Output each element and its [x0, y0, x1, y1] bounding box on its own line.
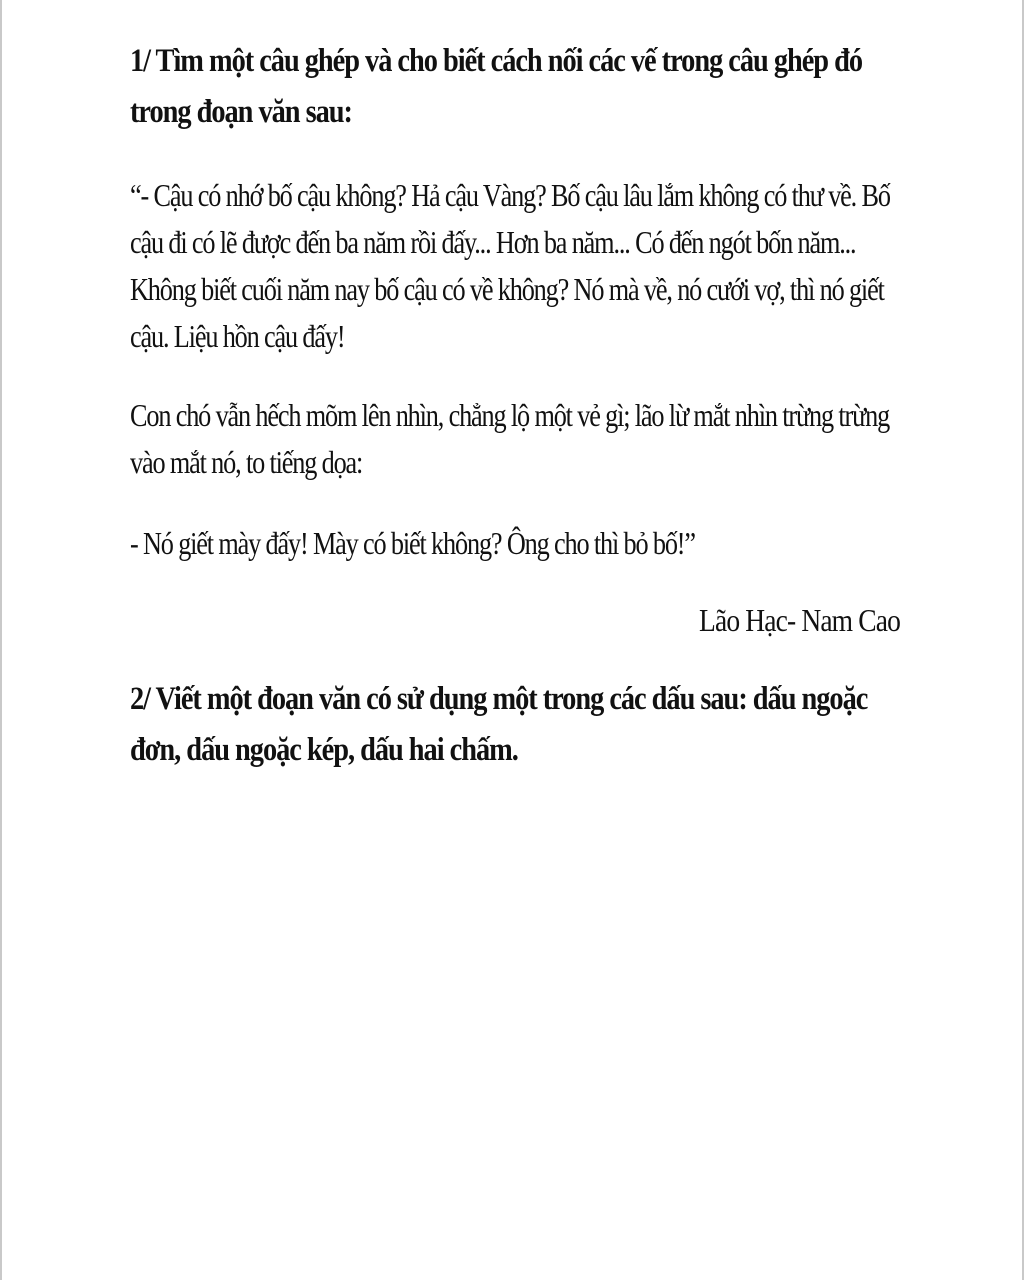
- question-2: 2/ Viết một đoạn văn có sử dụng một trong các dấu sau: dấu ngoặc đơn, dấu ngoặc kép, dấu hai chấm.: [130, 681, 868, 768]
- passage-paragraph-2: Con chó vẫn hếch mõm lên nhìn, chẳng lộ một vẻ gì; lão lừ mắt nhìn trừng trừng vào mắt nó, to tiếng dọa:: [130, 397, 890, 480]
- passage-paragraph-1: “- Cậu có nhớ bố cậu không? Hả cậu Vàng? Bố cậu lâu lắm không có thư về. Bố cậu đi có lẽ được đến ba năm rồi đấy... Hơn ba năm... Có đến ngót bốn năm... Không biết cuối năm nay bố cậu có về không? Nó mà về, nó cưới vợ, thì nó giết cậu. Liệu hồn cậu đấy!: [130, 177, 890, 354]
- passage-paragraph-3: - Nó giết mày đấy! Mày có biết không? Ông cho thì bỏ bố!”: [130, 525, 695, 561]
- passage-attribution: Lão Hạc- Nam Cao: [699, 602, 900, 638]
- question-1: 1/ Tìm một câu ghép và cho biết cách nối các vế trong câu ghép đó trong đoạn văn sau:: [130, 43, 863, 130]
- document-content: [130, 36, 900, 776]
